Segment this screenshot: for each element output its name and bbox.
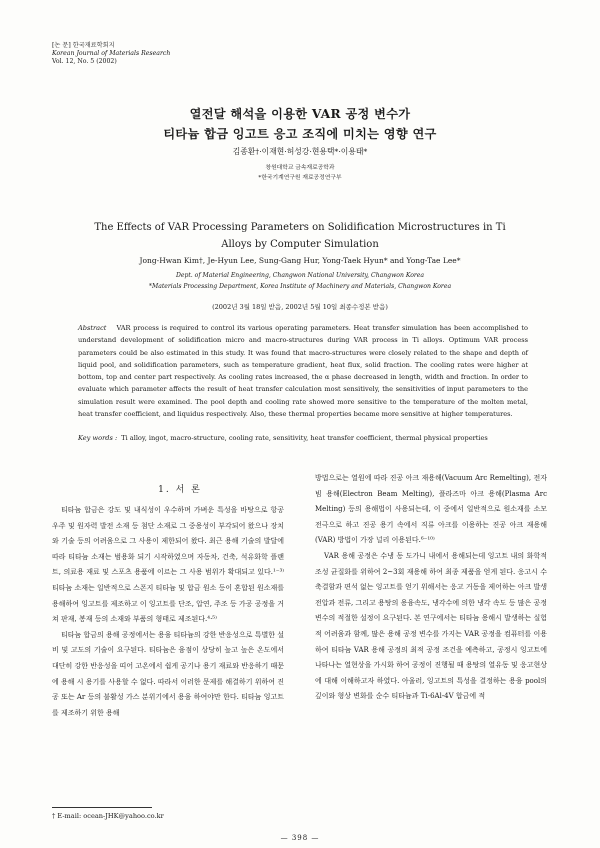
english-affiliations bbox=[0, 270, 600, 292]
paragraph: 티타늄 합금의 용해 공정에서는 용융 티타늄의 강한 반응성으로 특별한 설비 및 고도의 기술이 요구된다. 티타늄은 융점이 상당히 높고 높은 온도에서 대단히 강한 반응성을 띠어 고온에서 쉽게 공기나 용기 재료와 반응하기 때문에 용해 시 용기를 사용할 수 없다. 따라서 이러한 문제를 해결하기 위하여 진공 또는 Ar 등의 불활성 가스 분위기에서 용융 하여야만 한다. 티타늄 잉고트를 제조하기 위한 용해 bbox=[52, 630, 284, 717]
footnote-divider bbox=[52, 807, 152, 808]
abstract bbox=[78, 322, 528, 420]
keywords-text: Ti alloy, ingot, macro-structure, cooling rate, sensitivity, heat transfer coefficient, thermal physical properties bbox=[121, 434, 488, 442]
korean-title-line1: 열전달 해석을 이용한 VAR 공정 변수가 bbox=[189, 107, 411, 121]
paragraph: VAR 용해 공정은 수냉 동 도가니 내에서 용해되는데 잉고트 내의 화학적 조성 균질화를 위하여 2~3회 재용해 하여 최종 제품을 얻게 된다. 응고시 수축결함과 편석 없는 잉고트를 얻기 위해서는 응고 거동을 제어하는 아크 발생 전압과 전류, 그리고 용탕의 용융속도, 냉각수에 의한 냉각 속도 등 많은 공정 변수의 적절한 설정이 요구된다. 본 연구에서는 티타늄 용해시 발생하는 실험적 어려움과 함께, 많은 용해 공정 변수를 가지는 VAR 공정을 컴퓨터를 이용하여 티타늄 VAR 용해 공정의 최적 공정 조건을 예측하고, 공정시 잉고트에 나타나는 열현상을 가시화 하여 공정이 진행될 때 용탕의 열유동 및 응고현상에 대해 이해하고자 하였다. 아울러, 잉고트의 특성을 결정하는 용융 pool의 깊이와 형상 변화를 순수 티타늄과 Ti-6Al-4V 합금에 적 bbox=[315, 551, 547, 701]
korean-title-line2: 티타늄 합금 잉고트 응고 조직에 미치는 영향 연구 bbox=[163, 127, 437, 141]
paragraph: 방법으로는 열원에 따라 진공 아크 재용해(Vacuum Arc Remelting), 전자빔 용해(Electron Beam Melting), 플라즈마 아크 용해(Plasma Arc Melting) 등의 용해법이 사용되는데, 이 중에서 일반적으로 원소재를 소모전극으로 하고 진공 용기 속에서 직류 아크를 이용하는 진공 아크 재용해(VAR) 방법이 가장 널리 이용된다.⁶⁻¹⁰⁾ bbox=[315, 474, 547, 545]
body-column-left bbox=[52, 503, 284, 721]
english-affiliation-1: Dept. of Material Engineering, Changwon National University, Changwon Korea bbox=[175, 272, 425, 279]
english-affiliation-2: *Materials Processing Department, Korea Institute of Machinery and Materials, Changwon Korea bbox=[148, 283, 452, 290]
page-number: — 398 — bbox=[280, 834, 320, 842]
keywords-label: Key words : bbox=[78, 434, 118, 442]
journal-name-en: Korean Journal of Materials Research bbox=[52, 50, 171, 58]
body-column-right bbox=[315, 471, 547, 705]
section-heading-introduction: 1. 서 론 bbox=[158, 485, 202, 495]
english-title-line1: The Effects of VAR Processing Parameters on Solidification Microstructures in Ti bbox=[94, 222, 506, 233]
abstract-label: Abstract bbox=[78, 324, 107, 332]
journal-header bbox=[52, 42, 170, 67]
keywords bbox=[78, 432, 528, 444]
korean-authors: 김종환†·이재현·허성강·현용택*·이용태* bbox=[232, 147, 368, 156]
korean-title bbox=[0, 104, 600, 144]
abstract-text: VAR process is required to control its various operating parameters. Heat transfer simulation has been accomplished to understand development of solidification micro and macro-structures during VAR process in Ti alloys. Optimum VAR process parameters could be also estimated in this study. It was found that macro-structures were closely related to the shape and depth of liquid pool, and solidification parameters, such as temperature gradient, heat flux, solid fraction. The cooling rates were higher at bottom, top and center part respectively. As cooling rates increased, the α phase decreased in length, width and fraction. In order to evaluate which parameter affects the result of heat transfer calculation most sensitively, the sensitivities of input parameters to the simulation result were examined. The pool depth and cooling rate showed more sensitive to the temperature of the molten metal, heat transfer coefficient, and liquidus respectively. Also, these thermal properties became more sensitive at higher temperatures. bbox=[78, 324, 528, 419]
korean-affiliation-2: *한국기계연구원 재료공정연구부 bbox=[258, 175, 342, 181]
korean-affiliations bbox=[0, 163, 600, 183]
paragraph: 티타늄 합금은 강도 및 내식성이 우수하며 가벼운 특성을 바탕으로 항공 우주 및 원자력 발전 소재 등 첨단 소재로 그 중용성이 부각되어 왔으나 장치와 기술 등의 어려움으로 그 사용이 제한되어 왔다. 최근 용해 기술의 발달에 따라 티타늄 소재는 범용화 되기 시작하였으며 자동차, 건축, 석유화학 플랜트, 의료용 재료 및 스포츠 용품에 이르는 그 사용 범위가 확대되고 있다.¹⁻³⁾ 티타늄 소재는 일반적으로 스폰지 티타늄 및 합금 원소 등이 혼합된 원소재를 용해하여 잉고트를 제조하고 이 잉고트를 단조, 압연, 주조 등 가공 공정을 거쳐 판재, 봉재 등의 소재와 부품의 형태로 제조된다.⁴·⁵⁾ bbox=[52, 506, 284, 624]
journal-volume: Vol. 12, No. 5 (2002) bbox=[52, 58, 117, 66]
footnote-email: † E-mail: ocean-JHK@yahoo.co.kr bbox=[52, 812, 164, 820]
english-title-line2: Alloys by Computer Simulation bbox=[221, 239, 379, 250]
received-dates: (2002년 3월 18일 받음, 2002년 5월 10일 최종수정본 받음) bbox=[212, 303, 388, 311]
journal-name-kr: [논 문] 한국재료학회지 bbox=[52, 42, 115, 49]
korean-affiliation-1: 창원대학교 금속재료공학과 bbox=[265, 165, 335, 171]
english-authors: Jong-Hwan Kim†, Je-Hyun Lee, Sung-Gang Hur, Yong-Taek Hyun* and Yong-Tae Lee* bbox=[139, 256, 461, 265]
english-title bbox=[0, 219, 600, 253]
